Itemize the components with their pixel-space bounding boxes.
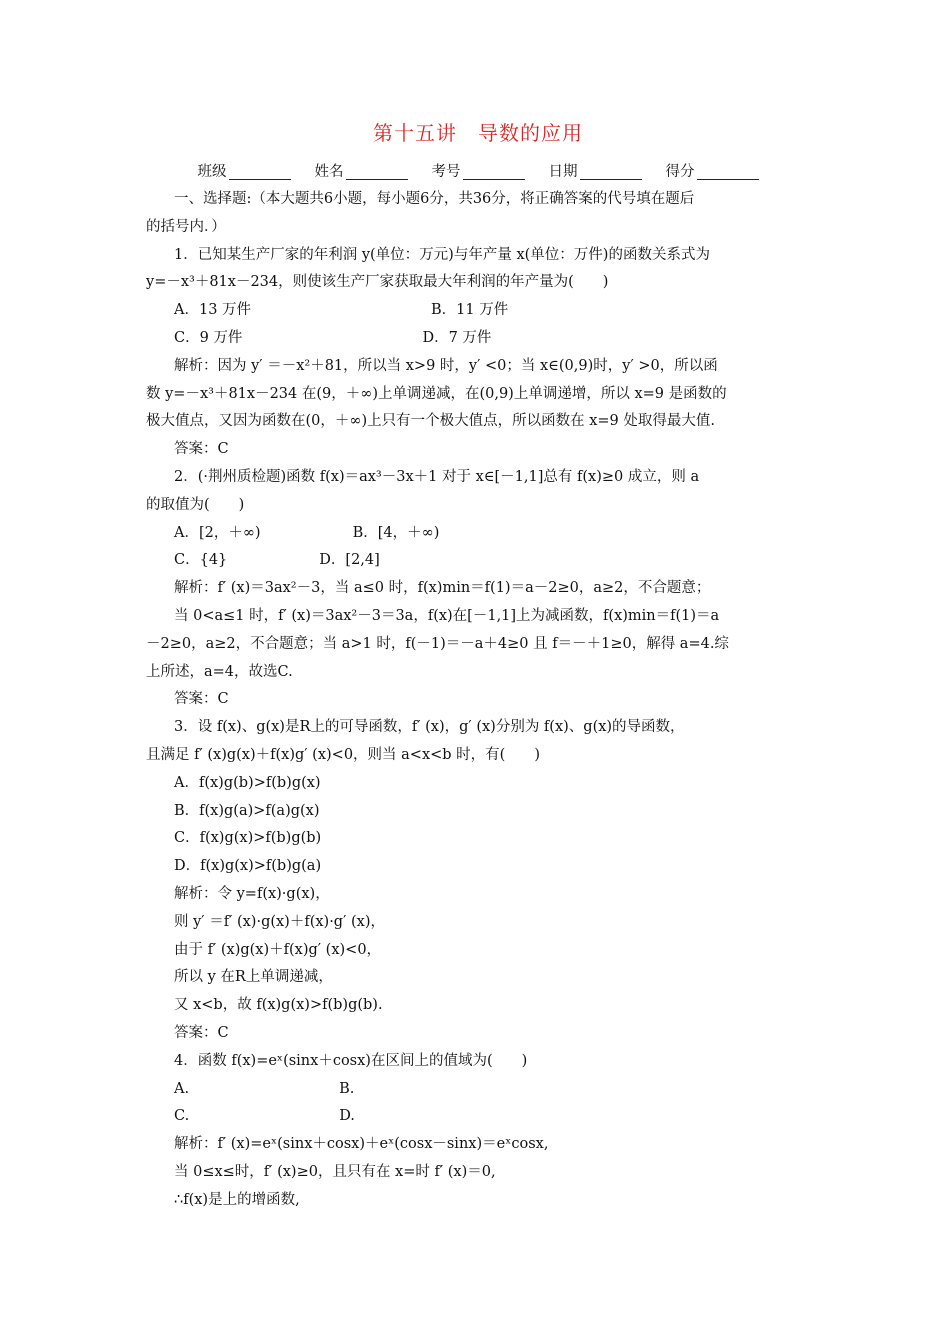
answer-option: A．13 万件: [174, 302, 252, 319]
info-field-blank[interactable]: [346, 165, 408, 180]
answer-option: B.: [339, 1080, 355, 1097]
text-line: C．f(x)g(x)>f(b)g(b): [174, 830, 322, 847]
text-line: 则 y′ ＝f′ (x)·g(x)＋f(x)·g′ (x)，: [174, 913, 385, 930]
info-field: [198, 158, 291, 186]
info-field: [666, 158, 759, 186]
answer-option: C.: [174, 1108, 190, 1125]
page-title: 第十五讲 导数的应用: [373, 121, 583, 145]
text-line: B．f(x)g(a)>f(a)g(x): [174, 802, 320, 819]
text-line: 解析：f′ (x)=eˣ(sinx＋cosx)＋eˣ(cosx－sinx)＝eˣcosx,: [174, 1136, 549, 1153]
answer-option: C．{4}: [174, 552, 228, 569]
text-line: 极大值点，又因为函数在(0，＋∞)上只有一个极大值点，所以函数在 x=9 处取得最大值.: [146, 413, 715, 430]
text-line: 当 0<a≤1 时，f′ (x)＝3ax²－3＝3a，f(x)在[－1,1]上为减函数，f(x)min＝f(1)＝a: [174, 607, 720, 624]
text-line: 的取值为( ): [146, 496, 245, 513]
text-line: 当 0≤x≤时，f′ (x)≥0，且只有在 x=时 f′ (x)＝0,: [174, 1163, 496, 1180]
answer-option: B．[4，＋∞): [352, 524, 440, 541]
option-row: [146, 297, 810, 325]
text-line: 又 x<b，故 f(x)g(x)>f(b)g(b).: [174, 997, 383, 1014]
text-line: A．f(x)g(b)>f(b)g(x): [174, 774, 321, 791]
text-line: D．f(x)g(x)>f(b)g(a): [174, 858, 322, 875]
info-field-blank[interactable]: [580, 165, 642, 180]
info-field-label: 班级: [197, 164, 227, 180]
worksheet-content: [146, 186, 810, 1214]
option-row: [146, 520, 810, 548]
text-line: －2≥0，a≥2，不合题意；当 a>1 时，f(－1)＝－a＋4≥0 且 f＝－＋1≥0，解得 a=4.综: [146, 635, 729, 652]
text-line: ∴f(x)是上的增函数,: [174, 1191, 300, 1208]
text-line: 数 y=－x³＋81x－234 在(9，＋∞)上单调递减，在(0,9)上单调递增，所以 x=9 是函数的: [146, 385, 727, 402]
text-line: y=－x³＋81x－234，则使该生产厂家获取最大年利润的年产量为( ): [146, 274, 609, 291]
info-field-blank[interactable]: [229, 165, 291, 180]
text-line: 由于 f′ (x)g(x)＋f(x)g′ (x)<0，: [174, 941, 382, 958]
text-line: 的括号内．）: [146, 218, 226, 235]
student-info-row: [146, 158, 810, 186]
info-field-label: 日期: [548, 164, 578, 180]
info-field: [549, 158, 642, 186]
text-line: 解析：因为 y′ ＝－x²＋81，所以当 x>9 时，y′ <0；当 x∈(0,9)时，y′ >0，所以函: [174, 357, 718, 374]
info-field: [432, 158, 525, 186]
answer-option: C．9 万件: [174, 329, 243, 346]
option-row: [146, 1103, 810, 1131]
answer-option: A．[2，＋∞): [174, 524, 261, 541]
info-field-label: 得分: [665, 164, 695, 180]
answer-option: A.: [174, 1080, 190, 1097]
info-field-label: 姓名: [314, 164, 344, 180]
option-row: [146, 547, 810, 575]
answer-option: D．[2,4]: [319, 552, 380, 569]
text-line: 1．已知某生产厂家的年利润 y(单位：万元)与年产量 x(单位：万件)的函数关系式为: [174, 246, 710, 263]
text-line: 2．(·荆州质检题)函数 f(x)＝ax³－3x＋1 对于 x∈[－1,1]总有 f(x)≥0 成立，则 a: [174, 468, 700, 485]
text-line: 答案：C: [174, 1024, 229, 1041]
option-row: [146, 325, 810, 353]
text-line: 解析：f′ (x)＝3ax²－3，当 a≤0 时，f(x)min＝f(1)＝a－2≥0，a≥2，不合题意；: [174, 580, 711, 597]
text-line: 解析：令 y=f(x)·g(x)，: [174, 885, 330, 902]
info-field-blank[interactable]: [463, 165, 525, 180]
text-line: 4．函数 f(x)=eˣ(sinx＋cosx)在区间上的值域为( ): [174, 1052, 528, 1069]
info-field-label: 考号: [431, 164, 461, 180]
text-line: 上所述，a=4，故选C.: [146, 663, 293, 680]
text-line: 一、选择题:（本大题共6小题，每小题6分，共36分，将正确答案的代号填在题后: [174, 191, 695, 207]
text-line: 且满足 f′ (x)g(x)＋f(x)g′ (x)<0，则当 a<x<b 时，有( ): [146, 746, 540, 763]
answer-option: D．7 万件: [422, 329, 492, 346]
text-line: 3．设 f(x)、g(x)是R上的可导函数，f′ (x)，g′ (x)分别为 f(x)、g(x)的导函数，: [174, 719, 685, 736]
worksheet-page: [146, 118, 810, 1214]
answer-option: B．11 万件: [431, 302, 509, 319]
text-line: 答案：C: [174, 691, 229, 708]
text-line: 所以 y 在R上单调递减，: [174, 969, 333, 986]
text-line: 答案：C: [174, 441, 229, 458]
info-field-blank[interactable]: [697, 165, 759, 180]
info-field: [315, 158, 408, 186]
answer-option: D.: [339, 1108, 355, 1125]
option-row: [146, 1076, 810, 1104]
